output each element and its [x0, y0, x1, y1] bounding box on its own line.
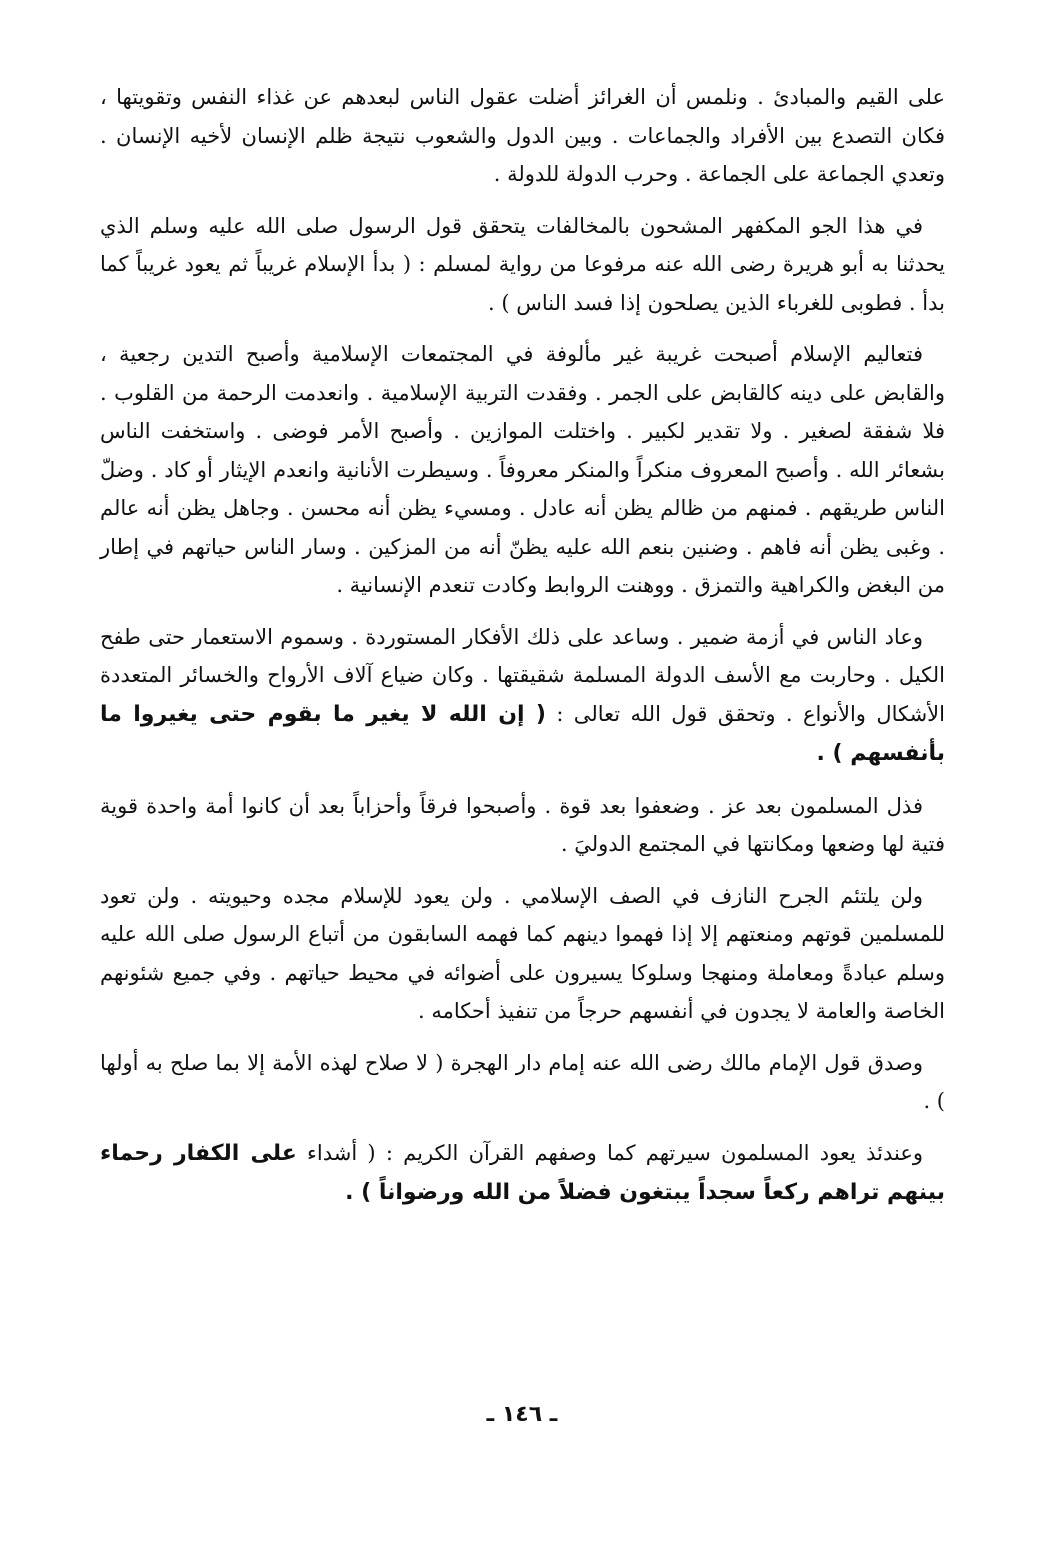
paragraph-6 — [100, 877, 945, 1031]
paragraph-1-text: على القيم والمبادئ . ونلمس أن الغرائز أضلت عقول الناس لبعدهم عن غذاء النفس وتقويتها ، فكان التصدع بين الأفراد والجماعات . وبين الدول والشعوب نتيجة ظلم الإنسان لأخيه الإنسان . وتعدي الجماعة على الجماعة . وحرب الدولة للدولة . — [100, 85, 945, 186]
paragraph-7-text: وصدق قول الإمام مالك رضى الله عنه إمام دار الهجرة ( لا صلاح لهذه الأمة إلا بما صلح به أولها ) . — [100, 1050, 945, 1113]
paragraph-2 — [100, 207, 945, 323]
paragraph-1 — [100, 78, 945, 194]
paragraph-4-text: وعاد الناس في أزمة ضمير . وساعد على ذلك الأفكار المستوردة . وسموم الاستعمار حتى طفح الكيل . وحاربت مع الأسف الدولة المسلمة شقيقتها . وكان ضياع آلاف الأرواح والخسائر المتعددة الأشكال والأنواع . وتحقق قول الله تعالى : — [100, 624, 945, 726]
paragraph-8-text: وعندئذ يعود المسلمون سيرتهم كما وصفهم القرآن الكريم : ( أشداء — [296, 1140, 924, 1165]
paragraph-6-text: ولن يلتئم الجرح النازف في الصف الإسلامي . ولن يعود للإسلام مجده وحيويته . ولن تعود للمسلمين قوتهم ومنعتهم إلا إذا فهموا دينهم كما فهمه السابقون من أتباع الرسول صلى الله عليه وسلم عبادةً ومعاملة ومنهجا وسلوكا يسيرون على أضوائه في محيط حياتهم . وفي جميع شئونهم الخاصة والعامة لا يجدون في أنفسهم حرجاً من تنفيذ أحكامه . — [100, 883, 945, 1023]
quran-quote-2: على الكفار رحماء بينهم تراهم ركعاً سجداً يبتغون فضلاً من الله ورضواناً ) . — [100, 1140, 945, 1205]
paragraph-3-text: فتعاليم الإسلام أصبحت غريبة غير مألوفة في المجتمعات الإسلامية وأصبح التدين رجعية ، والقابض على دينه كالقابض على الجمر . وفقدت التربية الإسلامية . وانعدمت الرحمة من القلوب . فلا شفقة لصغير . ولا تقدير لكبير . واختلت الموازين . وأصبح الأمر فوضى . واستخفت الناس بشعائر الله . وأصبح المعروف منكراً والمنكر معروفاً . وسيطرت الأنانية وانعدم الإيثار أو كاد . وضلّ الناس طريقهم . فمنهم من ظالم يظن أنه عادل . ومسيء يظن أنه محسن . وجاهل يظن أنه عالم . وغبى يظن أنه فاهم . وضنين بنعم الله عليه يظنّ أنه من المزكين . وسار الناس حياتهم في إطار من البغض والكراهية والتمزق . ووهنت الروابط وكادت تنعدم الإنسانية . — [100, 342, 945, 597]
page-number: ـ ١٤٦ ـ — [486, 1402, 558, 1427]
paragraph-7 — [100, 1044, 945, 1121]
paragraph-2-text: في هذا الجو المكفهر المشحون بالمخالفات يتحقق قول الرسول صلى الله عليه وسلم الذي يحدثنا به أبو هريرة رضى الله عنه مرفوعا من رواية لمسلم : ( بدأ الإسلام غريباً ثم يعود غريباً كما بدأ . فطوبى للغرباء الذين يصلحون إذا فسد الناس ) . — [100, 213, 945, 315]
paragraph-3 — [100, 335, 945, 605]
paragraph-5 — [100, 787, 945, 864]
page-body — [100, 78, 945, 1226]
paragraph-4 — [100, 618, 945, 774]
quran-quote-1: ( إن الله لا يغير ما بقوم حتى يغيروا ما بأنفسهم ) . — [100, 701, 945, 766]
paragraph-8 — [100, 1134, 945, 1213]
paragraph-5-text: فذل المسلمون بعد عز . وضعفوا بعد قوة . وأصبحوا فرقاً وأحزاباً بعد أن كانوا أمة واحدة قوية فتية لها وضعها ومكانتها في المجتمع الدوليَ . — [100, 793, 945, 856]
